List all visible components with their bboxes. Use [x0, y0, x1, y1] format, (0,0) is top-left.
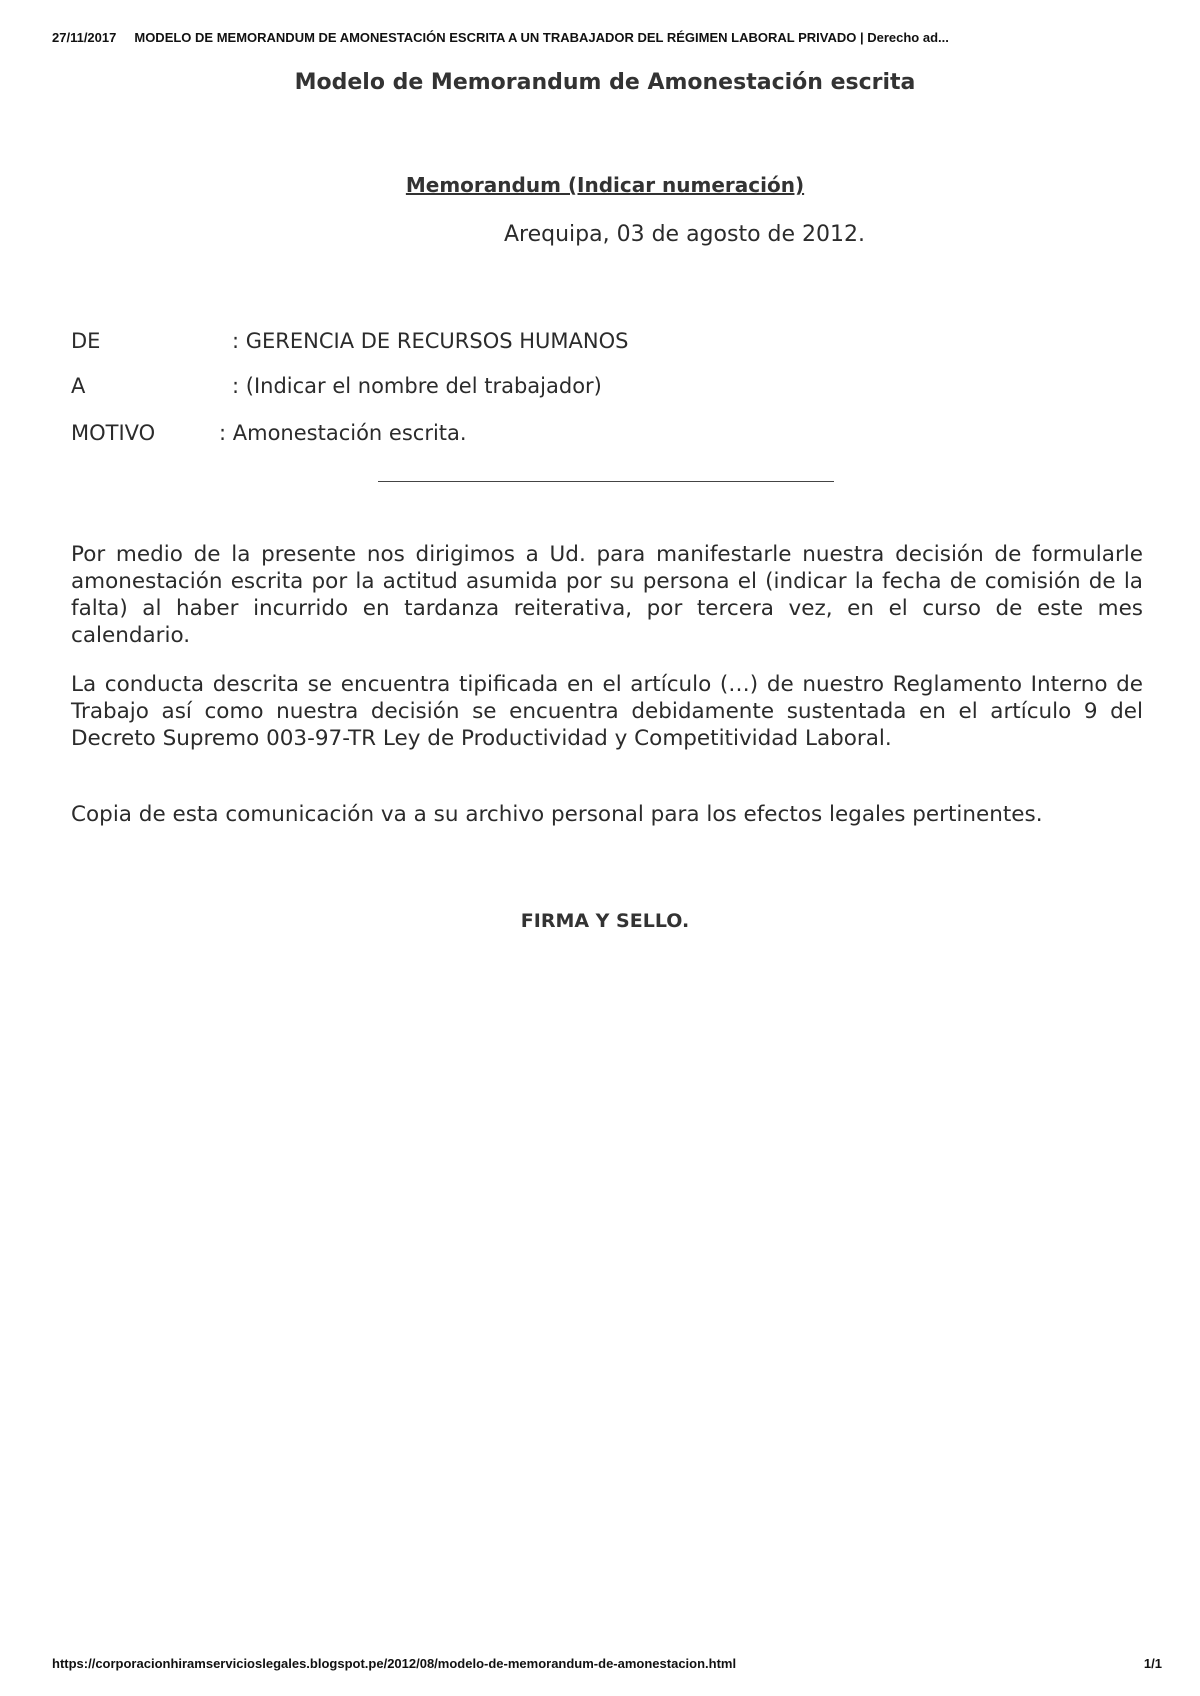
- field-row-motivo: [71, 421, 467, 445]
- body-paragraph: La conducta descrita se encuentra tipificada en el artículo (…) de nuestro Reglamento Interno de Trabajo así como nuestra decisión se encuentra debidamente sustentada en el artículo 9 del Decreto Supremo 003-97-TR Ley de Productividad y Competitividad Laboral.: [71, 671, 1143, 751]
- field-value-de: : GERENCIA DE RECURSOS HUMANOS: [232, 329, 629, 353]
- field-value-a: : (Indicar el nombre del trabajador): [232, 374, 602, 398]
- memo-date-line: Arequipa, 03 de agosto de 2012.: [504, 222, 866, 247]
- print-page-title: MODELO DE MEMORANDUM DE AMONESTACIÓN ESCRITA A UN TRABAJADOR DEL RÉGIMEN LABORAL PRIVADO | Derecho ad...: [134, 30, 949, 45]
- document-title: Modelo de Memorandum de Amonestación escrita: [294, 70, 916, 95]
- body-paragraph: Por medio de la presente nos dirigimos a Ud. para manifestarle nuestra decisión de formularle amonestación escrita por la actitud asumida por su persona el (indicar la fecha de comisión de la falta) al haber incurrido en tardanza reiterativa, por tercera vez, en el curso de este mes calendario.: [71, 541, 1143, 648]
- body-paragraph: Copia de esta comunicación va a su archivo personal para los efectos legales pertinentes.: [71, 801, 1043, 827]
- print-date: 27/11/2017: [52, 30, 117, 45]
- field-value-motivo: : Amonestación escrita.: [219, 421, 467, 445]
- field-label-motivo: MOTIVO: [71, 421, 156, 445]
- separator-line: [378, 481, 834, 482]
- field-row-de: [71, 329, 628, 353]
- field-row-a: [71, 374, 602, 398]
- field-label-de: DE: [71, 329, 101, 353]
- print-header: [52, 30, 1162, 45]
- field-label-a: A: [71, 374, 86, 398]
- signature-line: FIRMA Y SELLO.: [520, 910, 690, 932]
- source-url: https://corporacionhiramservicioslegales.blogspot.pe/2012/08/modelo-de-memorandum-de-amonestacion.html: [52, 1656, 737, 1671]
- memo-heading: Memorandum (Indicar numeración): [405, 173, 805, 197]
- page-number: 1/1: [1143, 1656, 1162, 1671]
